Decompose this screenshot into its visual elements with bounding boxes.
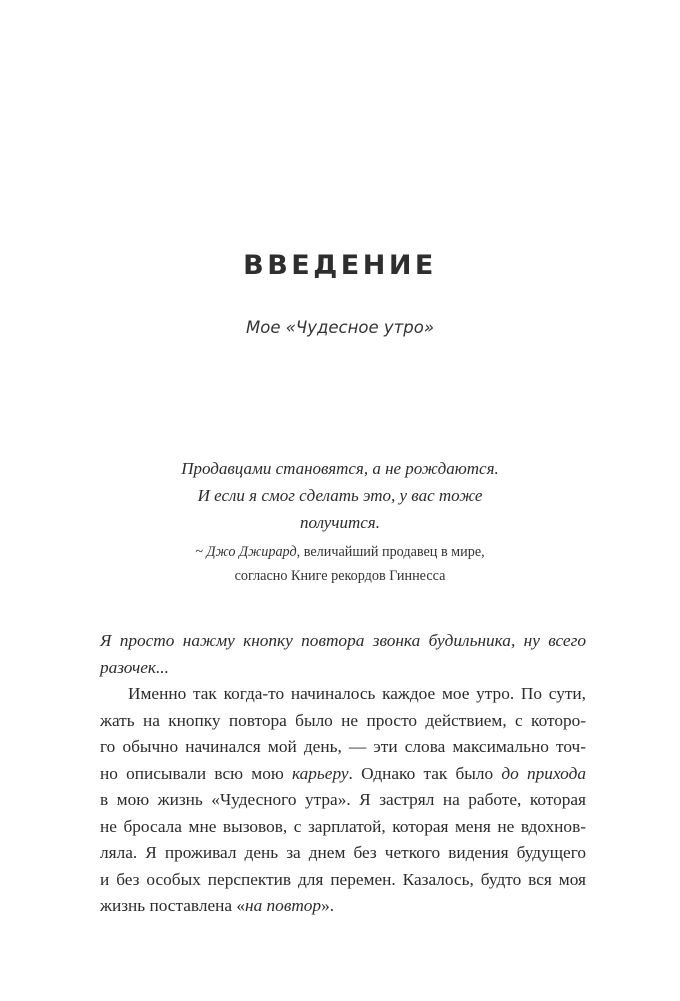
body-text	[100, 628, 586, 920]
body-line: го обычно начинался мой день, — эти слова максимально точ-	[100, 737, 586, 756]
chapter-title: ВВЕДЕНИЕ	[243, 250, 437, 281]
body-line: жать на кнопку повтора было не просто действием, с которо-	[100, 710, 586, 730]
attribution-description: , величайший продавец в мире,	[296, 544, 485, 560]
emphasis-career: карьеру	[291, 763, 349, 783]
body-line: в мою жизнь «Чудесного утра». Я застрял на работе, которая	[100, 790, 586, 809]
body-text-run: жизнь поставлена «	[100, 896, 245, 915]
epigraph-quote-line: Продавцами становятся, а не рождаются.	[181, 459, 499, 478]
emphasis-before: до прихода	[501, 763, 586, 783]
epigraph-attribution	[140, 540, 540, 588]
body-line	[100, 893, 586, 920]
body-text-run: но описывали всю мою	[100, 763, 292, 783]
body-line: и без особых перспектив для перемен. Казалось, будто вся моя	[100, 869, 586, 889]
epigraph-quote-line: И если я смог сделать это, у вас тоже	[197, 486, 483, 505]
attribution-dash: ~	[195, 544, 207, 560]
attribution-author: Джо Джирард	[206, 544, 297, 560]
body-line: разочек...	[100, 657, 169, 677]
body-line: ляла. Я проживал день за днем без четкого видения будущего	[100, 843, 586, 862]
body-line: Я просто нажму кнопку повтора звонка будильника, ну всего	[100, 631, 586, 650]
epigraph-quote	[140, 455, 540, 536]
body-text-run: ».	[321, 896, 335, 915]
chapter-subtitle: Мое «Чудесное утро»	[245, 318, 435, 337]
emphasis-repeat: на повтор	[245, 896, 322, 915]
body-line: Именно так когда-то начиналось каждое мое утро. По сути,	[128, 684, 586, 703]
body-line: не бросала мне вызовов, с зарплатой, которая меня не вдохнов-	[100, 816, 586, 836]
epigraph	[140, 455, 540, 588]
body-text-run: . Однако так было	[348, 763, 502, 783]
body-line	[100, 761, 586, 788]
epigraph-quote-line: получится.	[300, 513, 380, 532]
attribution-line-2: согласно Книге рекордов Гиннесса	[234, 568, 446, 584]
attribution-line-1	[140, 540, 540, 564]
